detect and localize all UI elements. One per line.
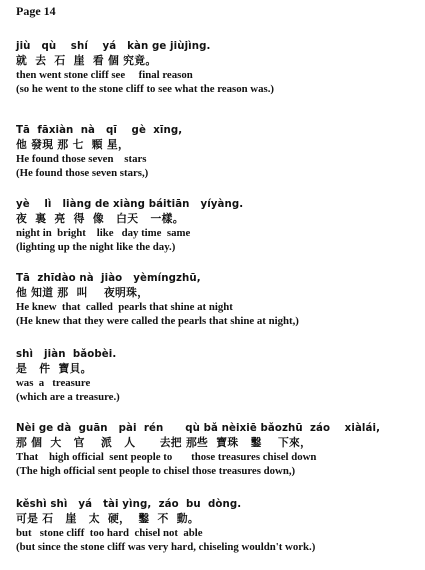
chinese-line: 就 去 石 崖 看 個 究竟。 [16,54,157,67]
translation-line: (which are a treasure.) [16,391,120,403]
chinese-line: 夜 裏 亮 得 像 白天 一樣。 [16,212,184,225]
translation-line: (He found those seven stars,) [16,167,149,179]
pinyin-line: Tā fāxiàn nà qī gè xīng, [16,125,183,136]
pinyin-line: jiù qù shí yá kàn ge jiùjìng. [16,41,211,52]
chinese-line: 可是 石 崖 太 硬， 鑿 不 動。 [16,512,199,525]
pinyin-line: Tā zhīdào nà jiào yèmíngzhū, [16,273,201,284]
stanza-5 [16,348,411,404]
chinese-line: 他 知道 那 叫 夜明珠， [16,286,149,299]
translation-line: (but since the stone cliff was very hard, chiseling wouldn't work.) [16,541,316,553]
english-gloss-line: was a treasure [16,377,91,389]
english-gloss-line: He knew that called pearls that shine at night [16,301,233,313]
translation-line: (The high official sent people to chisel those treasures down,) [16,465,296,477]
chinese-line: 他 發現 那 七 顆 星， [16,138,130,151]
english-gloss-line: That high official sent people to those treasures chisel down [16,451,317,463]
stanza-4 [16,272,411,328]
translation-line: (lighting up the night like the day.) [16,241,176,253]
stanza-1 [16,40,411,96]
stanza-7 [16,498,411,554]
stanza-2 [16,124,411,180]
chinese-line: 那 個 大 官 派 人 去把 那些 寶珠 鑿 下來， [16,436,312,449]
english-gloss-line: then went stone cliff see final reason [16,69,193,81]
stanza-3 [16,198,411,254]
pinyin-line: Nèi ge dà guān pài rén qù bǎ nèixiē bǎozhū záo xiàlái, [16,423,381,434]
translation-line: (He knew that they were called the pearls that shine at night,) [16,315,299,327]
pinyin-line: shì jiàn bǎobèi. [16,349,117,360]
english-gloss-line: night in bright like day time same [16,227,191,239]
translation-line: (so he went to the stone cliff to see what the reason was.) [16,83,274,95]
pinyin-line: kěshì shì yá tài yìng, záo bu dòng. [16,499,242,510]
page-number: Page 14 [16,4,56,18]
pinyin-line: yè lì liàng de xiàng báitiān yíyàng. [16,199,244,210]
stanza-6 [16,422,411,478]
english-gloss-line: but stone cliff too hard chisel not able [16,527,203,539]
english-gloss-line: He found those seven stars [16,153,147,165]
chinese-line: 是 件 寶貝。 [16,362,92,375]
